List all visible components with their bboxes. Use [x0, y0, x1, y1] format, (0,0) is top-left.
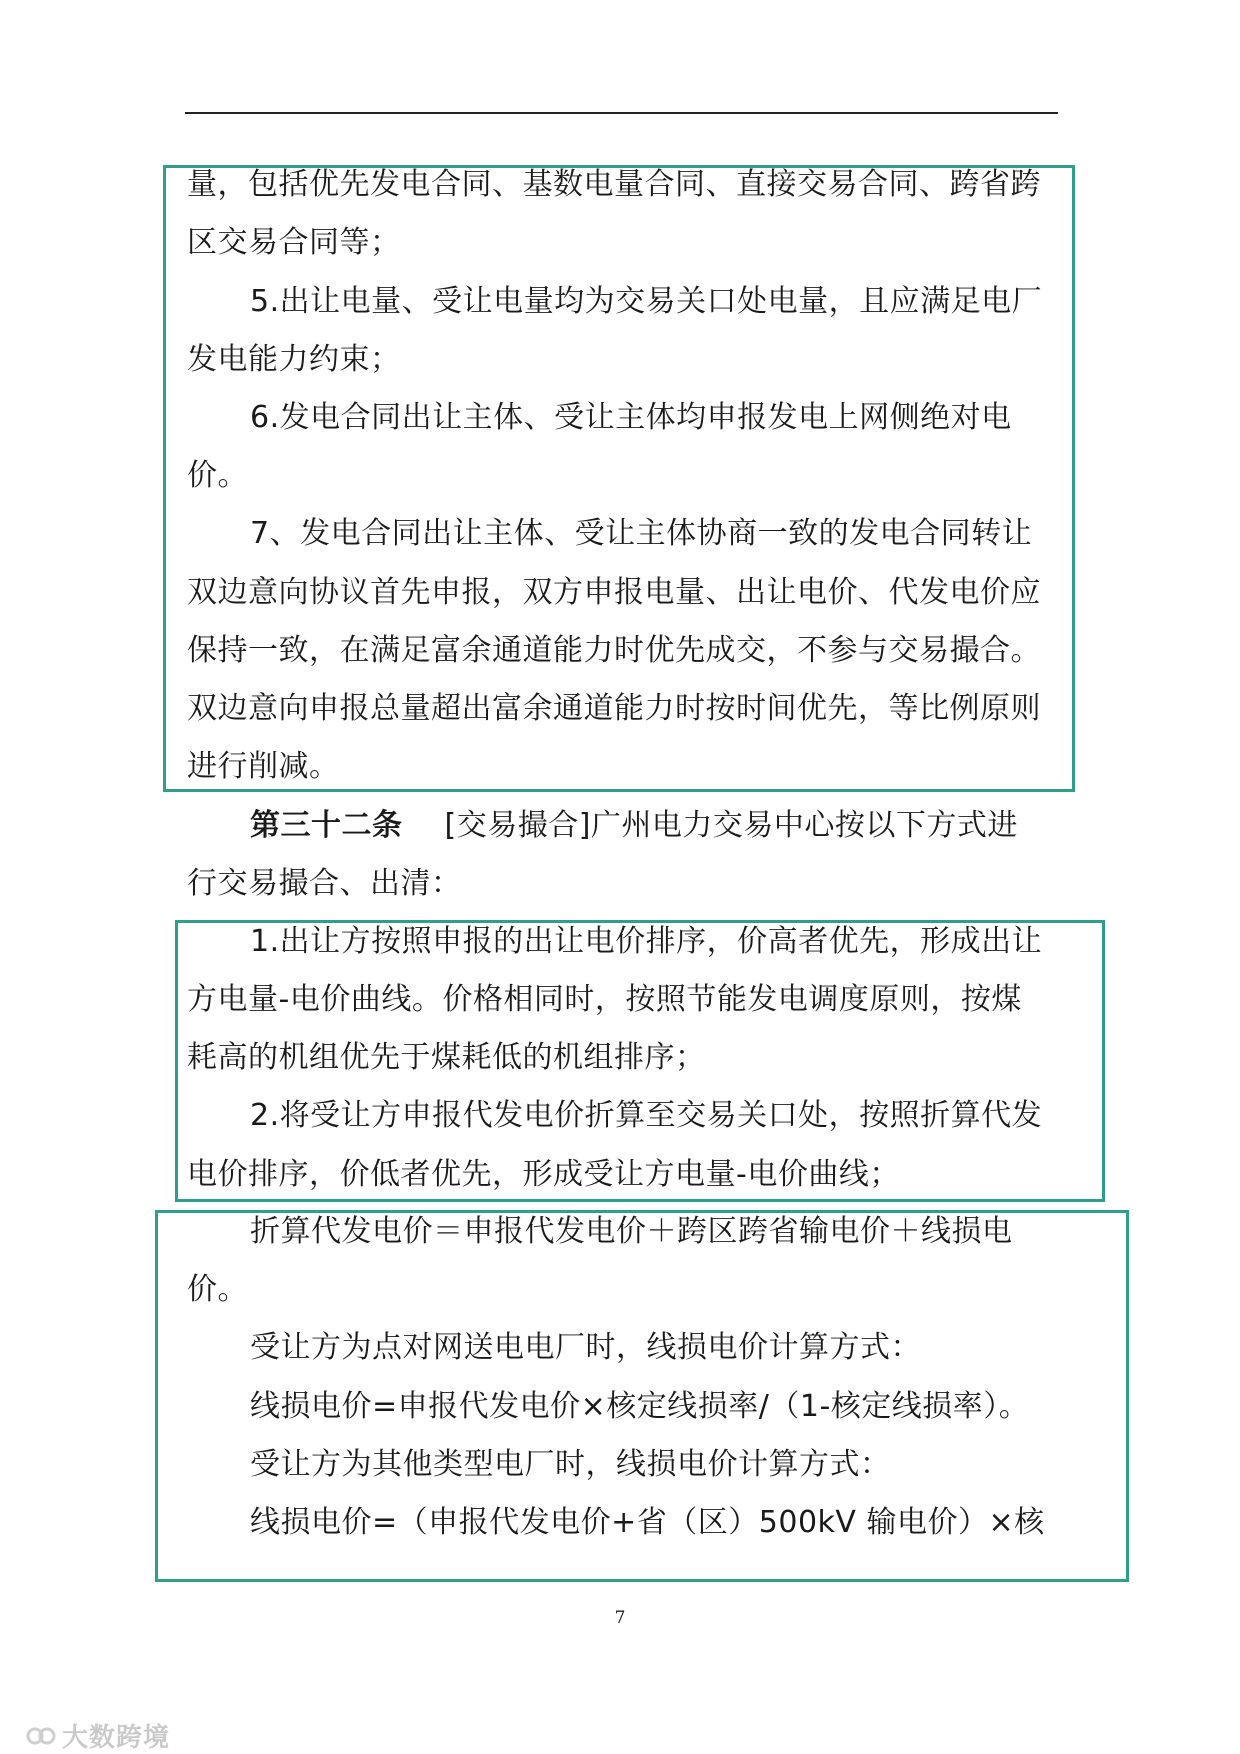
text-line: 行交易撮合、出清： [187, 866, 462, 901]
text-line: 折算代发电价＝申报代发电价＋跨区跨省输电价＋线损电 [250, 1214, 1013, 1249]
text-line: 量，包括优先发电合同、基数电量合同、直接交易合同、跨省跨 [187, 167, 1041, 202]
header-rule [185, 112, 1058, 114]
text-line: 价。 [187, 1272, 248, 1307]
text-line: 耗高的机组优先于煤耗低的机组排序； [187, 1040, 706, 1075]
text-line: 电价排序，价低者优先，形成受让方电量-电价曲线； [187, 1157, 900, 1192]
text-line: 5.出让电量、受让电量均为交易关口处电量，且应满足电厂 [250, 284, 1043, 319]
article-heading [250, 807, 1055, 845]
text-line: 进行削减。 [187, 749, 340, 784]
text-line: 价。 [187, 458, 248, 493]
text-line: 受让方为其他类型电厂时，线损电价计算方式： [250, 1447, 891, 1482]
page-number: 7 [614, 1608, 626, 1628]
text-line: 7、发电合同出让主体、受让主体协商一致的发电合同转让 [250, 516, 1033, 551]
text-line: 保持一致，在满足富余通道能力时优先成交，不参与交易撮合。 [187, 633, 1041, 668]
text-line: 双边意向申报总量超出富余通道能力时按时间优先，等比例原则 [187, 691, 1041, 726]
watermark-logo-icon [26, 1723, 56, 1749]
watermark-text: 大数跨境 [62, 1723, 171, 1753]
watermark [26, 1717, 170, 1754]
text-line: 受让方为点对网送电电厂时，线损电价计算方式： [250, 1330, 921, 1365]
text-line: 线损电价=申报代发电价×核定线损率/（1-核定线损率）。 [250, 1389, 1030, 1424]
text-line: 2.将受让方申报代发电价折算至交易关口处，按照折算代发 [250, 1098, 1043, 1133]
article-number: 第三十二条 [250, 808, 403, 843]
text-line: 6.发电合同出让主体、受让主体均申报发电上网侧绝对电 [250, 400, 1012, 435]
article-title: [交易撮合]广州电力交易中心按以下方式进 [444, 808, 1018, 843]
text-line: 线损电价=（申报代发电价+省（区）500kV 输电价）×核 [250, 1505, 1045, 1540]
text-line: 区交易合同等； [187, 225, 401, 260]
text-line: 方电量-电价曲线。价格相同时，按照节能发电调度原则，按煤 [187, 982, 1022, 1017]
text-line: 双边意向协议首先申报，双方申报电量、出让电价、代发电价应 [187, 575, 1041, 610]
text-line: 1.出让方按照申报的出让电价排序，价高者优先，形成出让 [250, 924, 1043, 959]
text-line: 发电能力约束； [187, 342, 401, 377]
